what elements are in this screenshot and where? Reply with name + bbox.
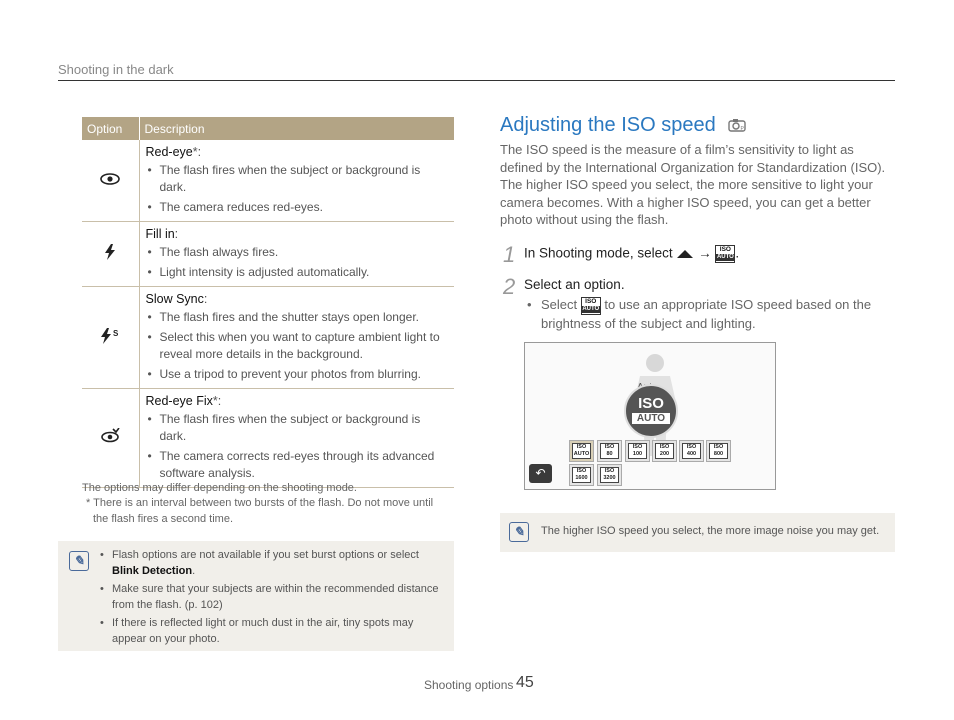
list-item: • The flash fires when the subject or background is dark. (146, 162, 451, 196)
fill-in-flash-icon (82, 222, 139, 287)
option-name: Fill in (145, 227, 175, 241)
list-item: • Select this when you want to capture ambient light to reveal more details in the background. (146, 329, 451, 363)
step-2-bullet: • Select ISO AUTO to use an appropriate ISO speed based on the brightness of the subject and lighting. (527, 296, 887, 333)
list-item: • Use a tripod to prevent your photos from blurring. (146, 366, 451, 383)
step-1: In Shooting mode, select → ISO AUTO . (524, 245, 739, 263)
iso-auto-icon: ISO AUTO (715, 245, 735, 263)
step-number: 2 (503, 274, 516, 299)
list-item: • Make sure that your subjects are within the recommended distance from the flash. (p. 102) (100, 581, 445, 613)
iso-note-text: The higher ISO speed you select, the more image noise you may get. (541, 525, 880, 537)
list-item: • The camera reduces red-eyes. (146, 199, 451, 216)
camera-screen (524, 342, 776, 490)
option-name: Red-eye Fix (145, 394, 213, 408)
column-header-description: Description (139, 117, 454, 140)
iso-option-3200[interactable]: ISO 3200 (597, 464, 622, 486)
table-row: Red-eye*: • The flash fires when the subject or background is dark. • The camera reduces red-eyes. (82, 140, 454, 222)
iso-option-auto[interactable]: ISO AUTO (569, 440, 594, 462)
column-header-option: Option (82, 117, 139, 140)
slow-sync-icon (82, 287, 139, 389)
camera-mode-icon (728, 118, 746, 132)
footer-section-label: Shooting options (424, 678, 514, 692)
note-options-differ: The options may differ depending on the shooting mode. (82, 482, 357, 494)
red-eye-fix-icon (82, 389, 139, 488)
iso-auto-icon: ISO AUTO (581, 297, 601, 315)
table-row: Red-eye Fix*: • The flash fires when the subject or background is dark. • The camera corrects red-eyes through its advanced software analysis. (82, 389, 454, 488)
step-number: 1 (503, 242, 516, 267)
option-name: Slow Sync (145, 292, 204, 306)
iso-option-100[interactable]: ISO 100 (625, 440, 650, 462)
list-item: • The flash fires when the subject or background is dark. (146, 411, 451, 445)
iso-option-1600[interactable]: ISO 1600 (569, 464, 594, 486)
note-icon: ✎ (69, 551, 89, 571)
back-button[interactable]: ↶ (529, 464, 552, 483)
list-item: • The camera corrects red-eyes through its advanced software analysis. (146, 448, 451, 482)
step-2: Select an option. (524, 277, 625, 292)
iso-auto-selected-icon: ISO AUTO (624, 384, 678, 438)
up-arrow-icon (676, 249, 694, 259)
page-number: 45 (516, 674, 534, 691)
note-interval: * There is an interval between two bursts of the flash. Do not move until (86, 497, 434, 509)
list-item: • The flash fires and the shutter stays open longer. (146, 309, 451, 326)
section-title: Adjusting the ISO speed (500, 114, 716, 136)
svg-text:S: S (113, 328, 119, 338)
iso-option-80[interactable]: ISO 80 (597, 440, 622, 462)
iso-option-800[interactable]: ISO 800 (706, 440, 731, 462)
list-item: • If there is reflected light or much dust in the air, tiny spots may appear on your photo. (100, 615, 445, 647)
list-item: • Light intensity is adjusted automatically. (146, 264, 451, 281)
list-item: • Flash options are not available if you set burst options or select Blink Detection. (100, 547, 445, 579)
note-interval-cont: the flash fires a second time. (93, 513, 234, 525)
section-intro: The ISO speed is the measure of a film’s sensitivity to light as defined by the International Organization for Standardization (ISO). The higher ISO speed you select, the more sensitive to light your camera becomes. With a higher ISO speed, you can get a better photo without using the flash. (500, 142, 886, 227)
list-item: • The flash always fires. (146, 244, 451, 261)
svg-text:P: P (740, 126, 744, 132)
iso-option-400[interactable]: ISO 400 (679, 440, 704, 462)
red-eye-icon (82, 140, 139, 222)
table-row: Fill in: • The flash always fires. • Light intensity is adjusted automatically. (82, 222, 454, 287)
note-icon: ✎ (509, 522, 529, 542)
header-title: Shooting in the dark (58, 62, 174, 77)
flash-options-table (82, 117, 454, 488)
flash-note-box (58, 541, 454, 651)
iso-note-box (500, 513, 895, 552)
header-divider (58, 80, 895, 81)
option-name: Red-eye (145, 145, 193, 159)
table-row: S Slow Sync: • The flash fires and the shutter stays open longer. • Select this when you want to capture ambient light to reveal more details in the background. • Use a tripod to prevent your photos from blurring. (82, 287, 454, 389)
iso-option-200[interactable]: ISO 200 (652, 440, 677, 462)
